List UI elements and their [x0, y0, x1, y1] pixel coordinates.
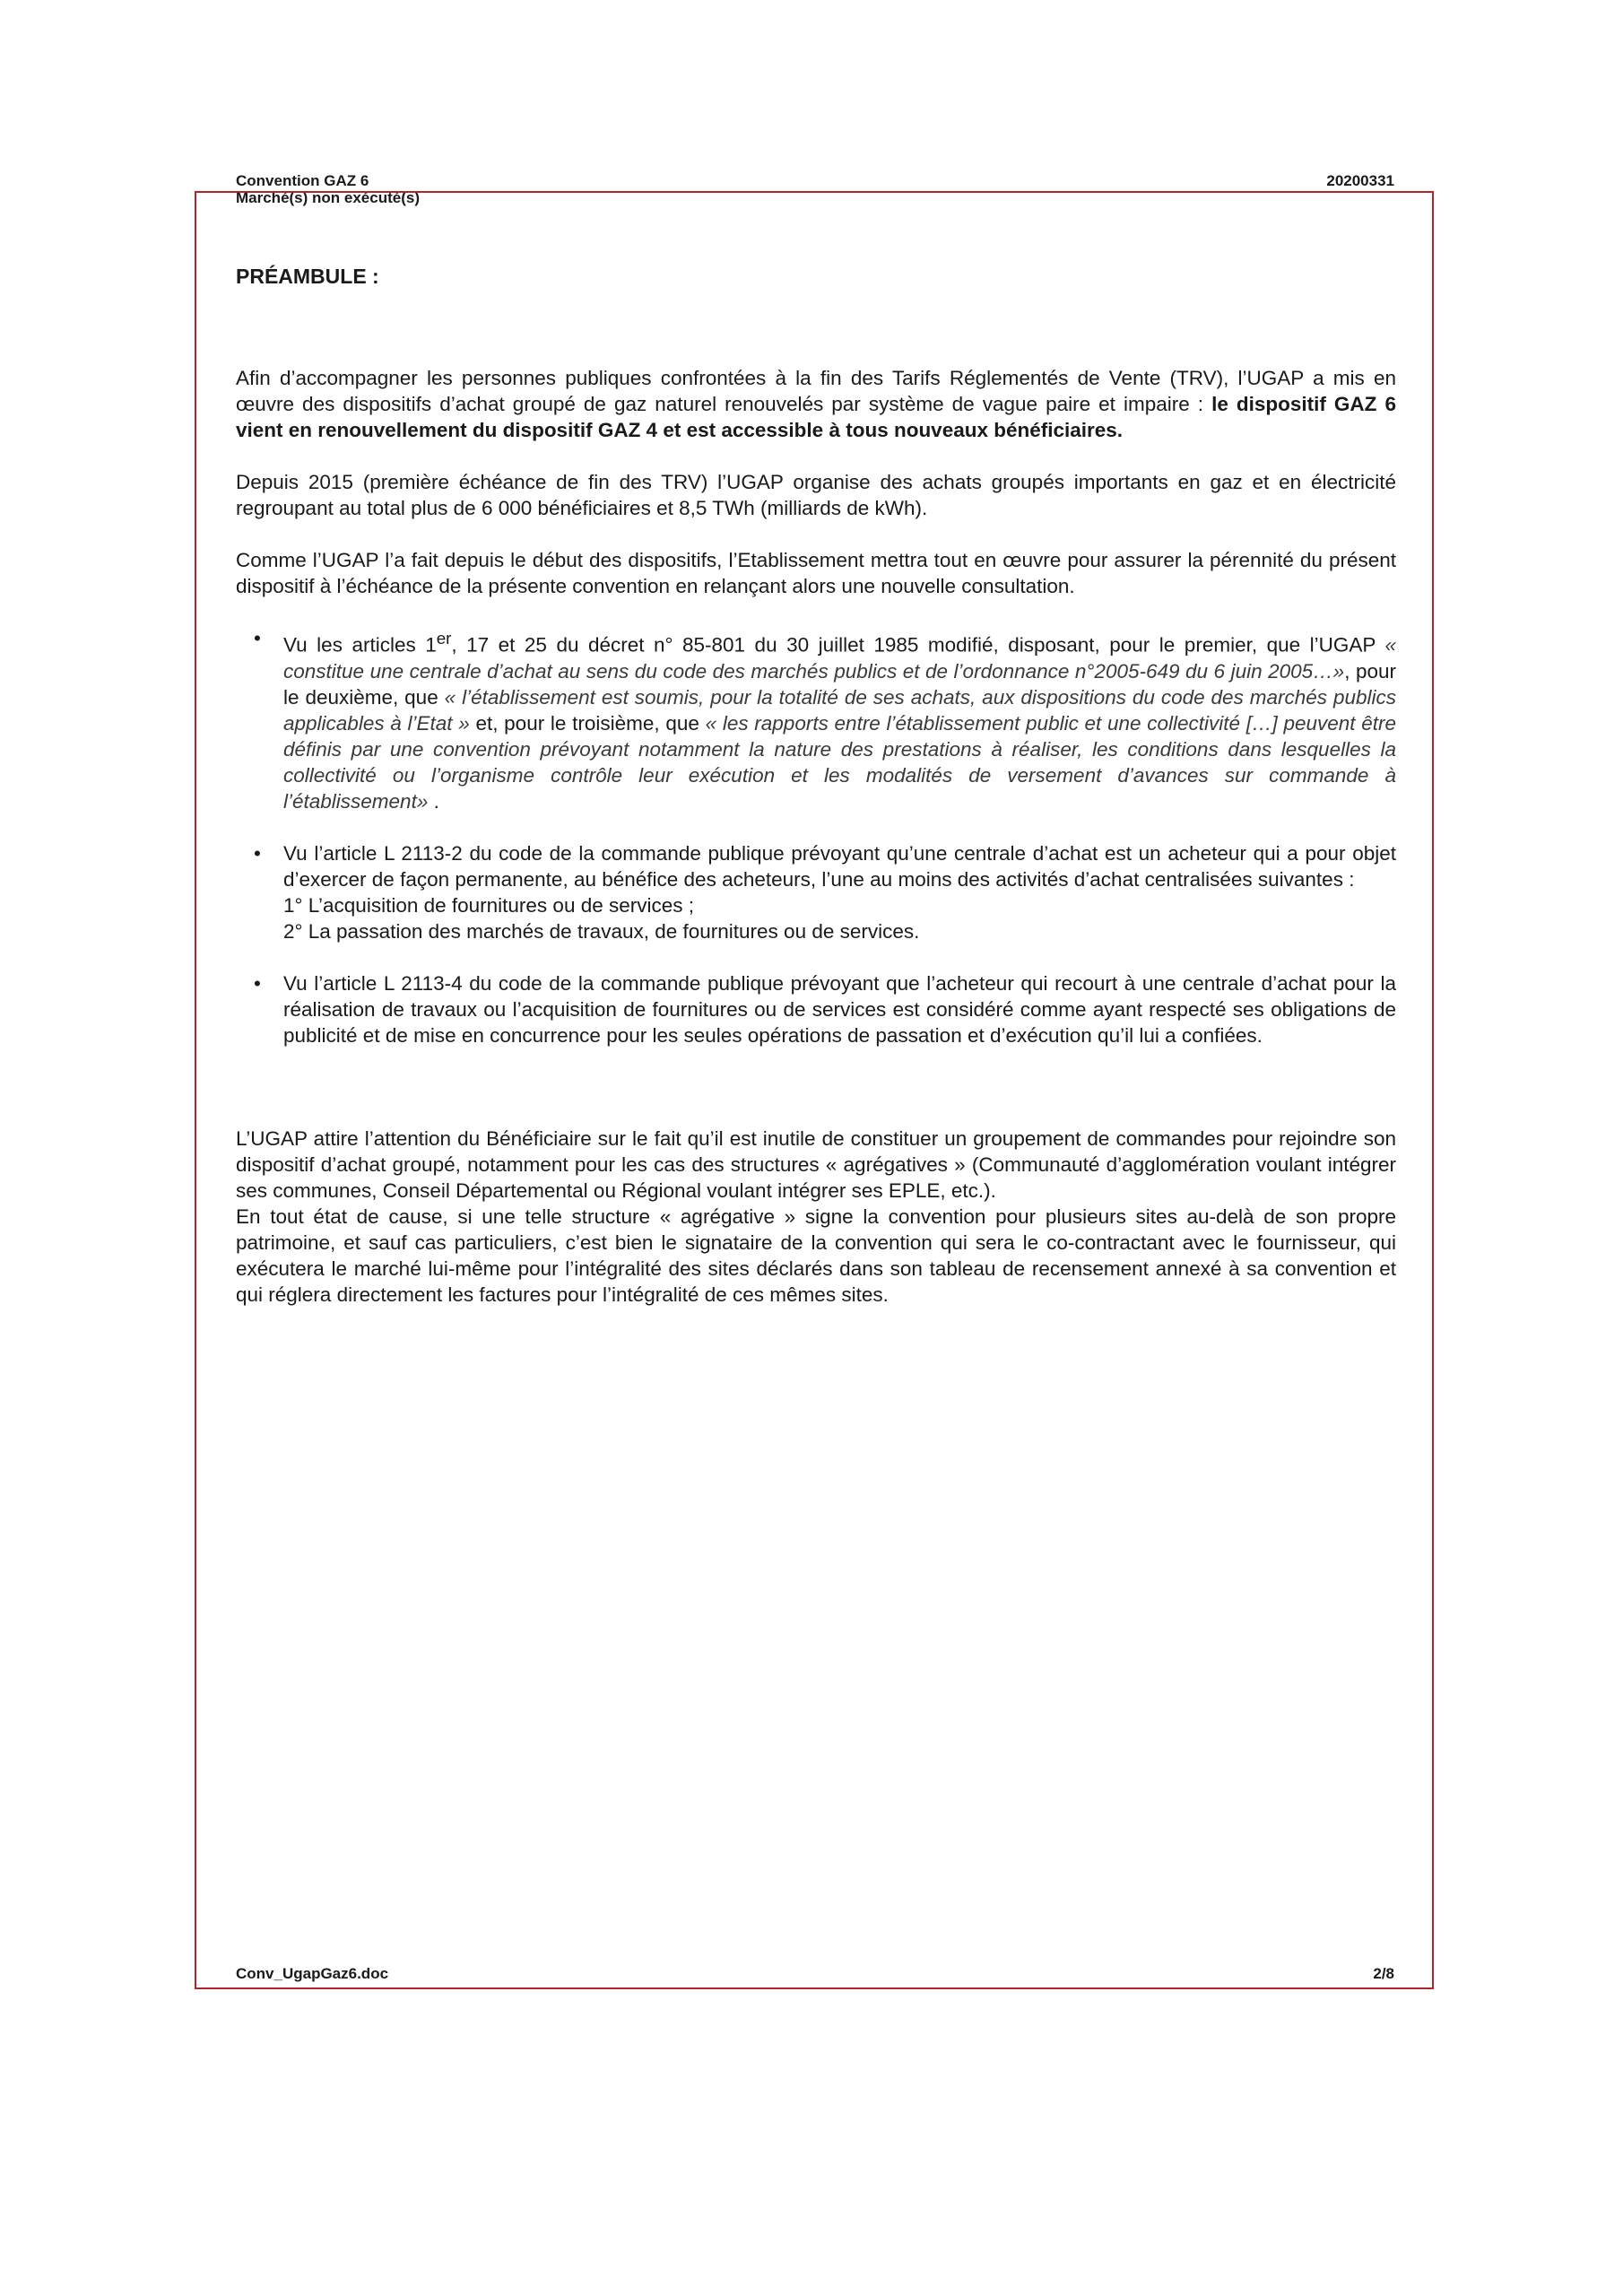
bullet-icon: •: [254, 971, 261, 995]
document-version: 20200331: [1326, 172, 1394, 189]
paragraph-history: Depuis 2015 (première échéance de fin des TRV) l’UGAP organise des achats groupés importants en gaz et en électricité regroupant au total plus de 6 000 bénéficiaires et 8,5 TWh (milliards de kWh).: [236, 471, 1396, 519]
page-body: [236, 264, 1396, 1308]
legal-references-list: [236, 625, 1396, 1048]
paragraph-conclusion: En tout état de cause, si une telle structure « agrégative » signe la convention pour plusieurs sites au-delà de son propre patrimoine, et sauf cas particuliers, c’est bien le signataire de la convention qui sera le co-contractant avec le fournisseur, qui exécutera le marché lui-même pour l’intégralité des sites déclarés dans son tableau de recensement annexé à sa convention et qui réglera directement les factures pour l’intégralité de ces mêmes sites.: [236, 1205, 1396, 1306]
list-item: • Vu les articles 1er, 17 et 25 du décret n° 85-801 du 30 juillet 1985 modifié, disposant, pour le premier, que l’UGAP « constitue une centrale d’achat au sens du code des marchés publics et de l’ordonnance n°2005-649 du 6 juin 2005…», pour le deuxième, que « l’établissement est soumis, pour la totalité de ses achats, aux dispositions du code des marchés publics applicables à l’Etat » et, pour le troisième, que « les rapports entre l’établissement public et une collectivité […] peuvent être définis par une convention prévoyant notamment la nature des prestations à réaliser, les conditions dans lesquelles la collectivité ou l’organisme contrôle leur exécution et les modalités de versement d’avances sur commande à l’établissement» .: [254, 627, 1396, 813]
section-title: PRÉAMBULE :: [236, 265, 379, 288]
paragraph-attention: L’UGAP attire l’attention du Bénéficiaire sur le fait qu’il est inutile de constituer un groupement de commandes pour rejoindre son dispositif d’achat groupé, notamment pour les cas des structures « agrégatives » (Communauté d’agglomération voulant intégrer ses communes, Conseil Départemental ou Régional voulant intégrer ses EPLE, etc.).: [236, 1126, 1396, 1202]
paragraph-intro: Afin d’accompagner les personnes publiques confrontées à la fin des Tarifs Réglementés de Vente (TRV), l’UGAP a mis en œuvre des dispositifs d’achat groupé de gaz naturel renouvelés par système de vague paire et impaire : le dispositif GAZ 6 vient en renouvellement du dispositif GAZ 4 et est accessible à tous nouveaux bénéficiaires.: [236, 367, 1396, 441]
bullet-icon: •: [254, 841, 261, 865]
bullet-icon: •: [254, 627, 261, 649]
document-subtitle: Marché(s) non exécuté(s): [236, 189, 420, 206]
page-number: 2/8: [1373, 1965, 1394, 1982]
paragraph-continuity: Comme l’UGAP l’a fait depuis le début des dispositifs, l’Etablissement mettra tout en œuvre pour assurer la pérennité du présent dispositif à l’échéance de la présente convention en relançant alors une nouvelle consultation.: [236, 549, 1396, 597]
document-title: Convention GAZ 6: [236, 172, 369, 189]
footer-filename: Conv_UgapGaz6.doc: [236, 1965, 389, 1982]
list-item: • Vu l’article L 2113-4 du code de la commande publique prévoyant que l’acheteur qui recourt à une centrale d’achat pour la réalisation de travaux ou l’acquisition de fournitures ou de services est considéré comme ayant respecté ses obligations de publicité et de mise en concurrence pour les seules opérations de passation et d’exécution qu’il lui a confiées.: [254, 971, 1396, 1047]
list-item: • Vu l’article L 2113-2 du code de la commande publique prévoyant qu’une centrale d’achat est un acheteur qui a pour objet d’exercer de façon permanente, au bénéfice des acheteurs, l’une au moins des activités d’achat centralisées suivantes : 1° L’acquisition de fournitures ou de services ; 2° La passation des marchés de travaux, de fournitures ou de services.: [254, 841, 1396, 943]
